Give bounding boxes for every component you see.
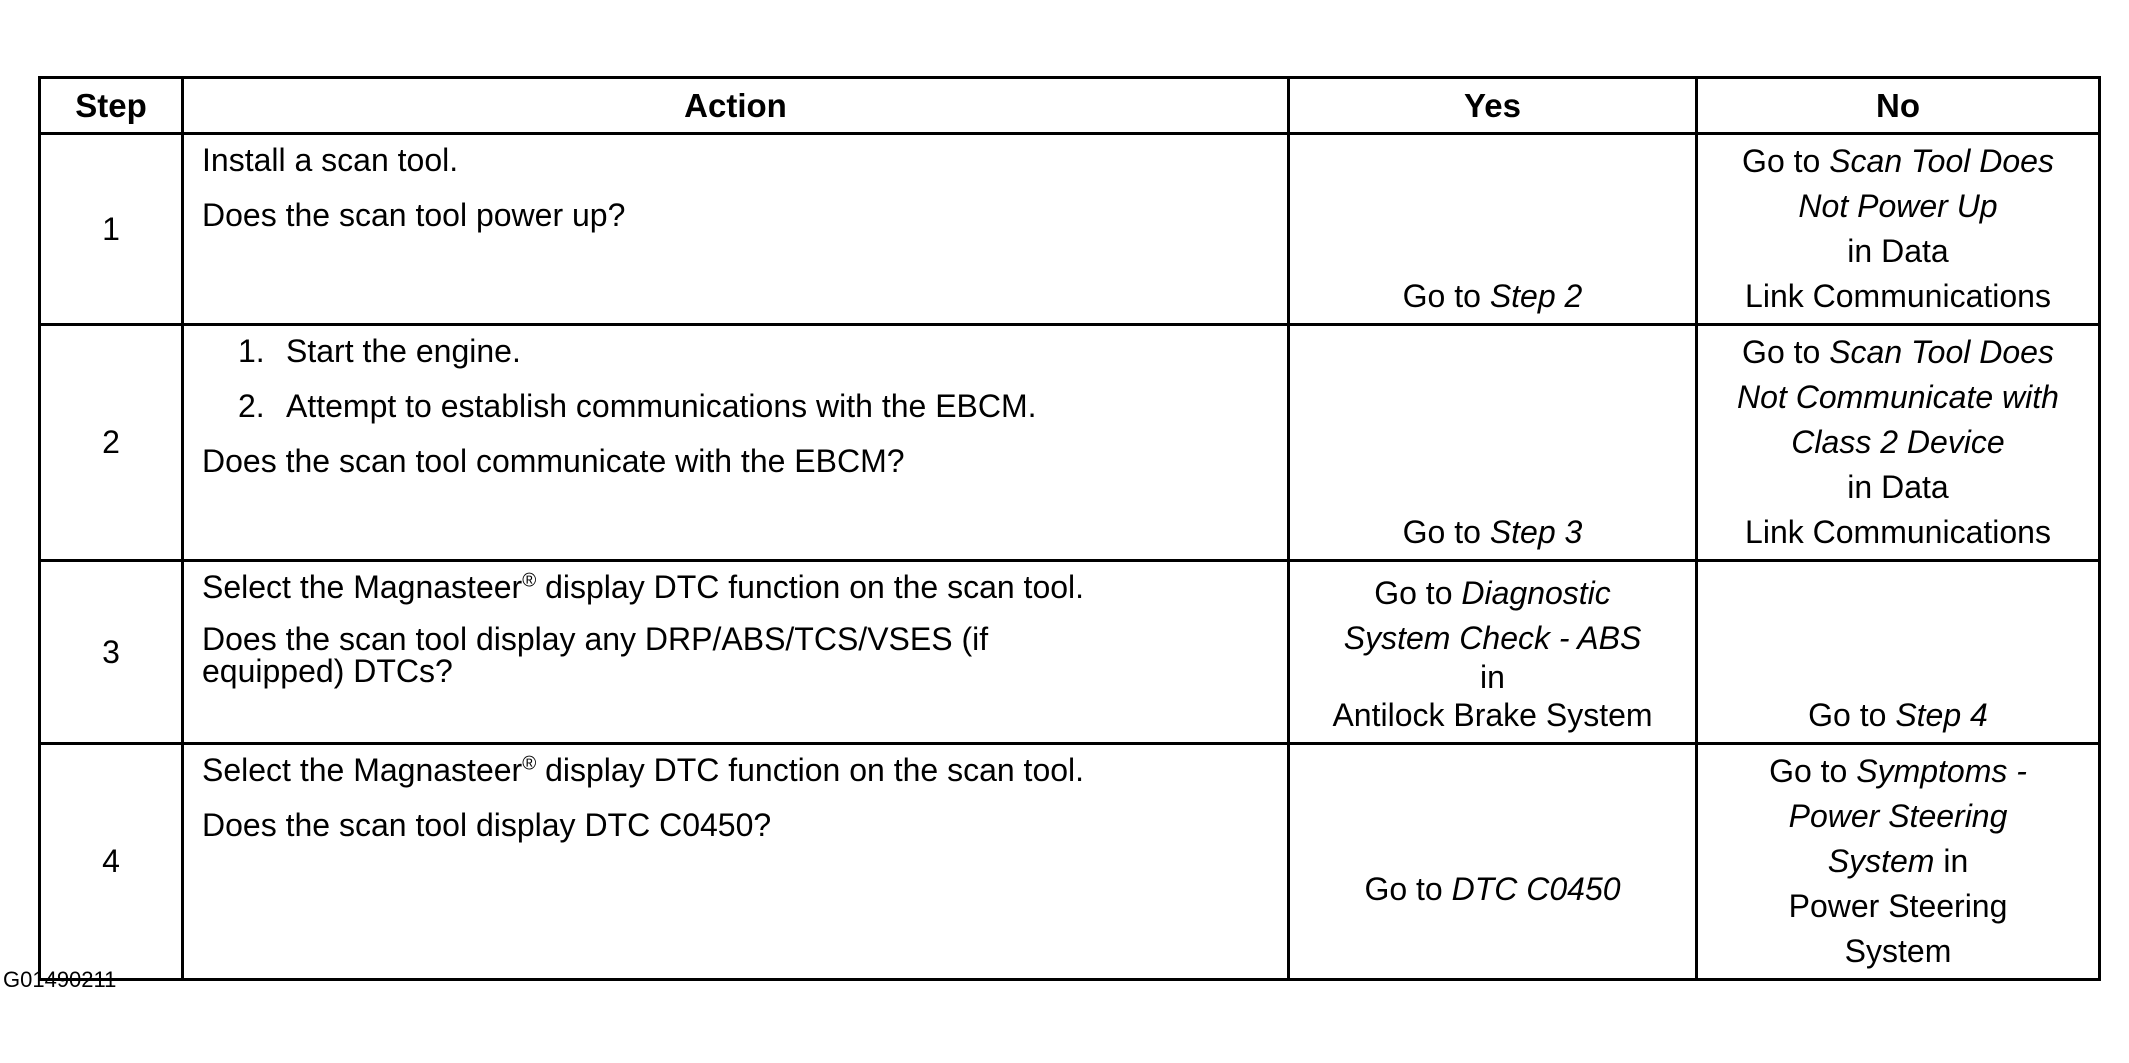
yes-cell xyxy=(1289,325,1697,561)
reference-link[interactable]: Symptoms - xyxy=(1856,753,2027,789)
no-text-line: Link Communications xyxy=(1745,514,2051,550)
no-cell xyxy=(1697,134,2100,325)
yes-text xyxy=(1296,274,1689,319)
reference-link-continued[interactable]: System xyxy=(1827,843,1935,879)
figure-id: G01490211 xyxy=(3,967,117,992)
action-question: Does the scan tool power up? xyxy=(202,197,626,233)
no-text-line xyxy=(1704,749,2092,794)
no-suffix: in xyxy=(1934,843,1969,879)
action-text: Install a scan tool. xyxy=(202,142,459,178)
no-text-line: Power Steering xyxy=(1788,888,2008,924)
action-list-item xyxy=(238,387,1273,426)
no-cell xyxy=(1697,325,2100,561)
header-no: No xyxy=(1697,78,2100,134)
registered-mark: ® xyxy=(522,570,537,592)
no-prefix: Go to xyxy=(1742,143,1830,179)
reference-link-continued[interactable]: Not Power Up xyxy=(1798,188,1998,224)
registered-mark: ® xyxy=(522,753,537,775)
no-prefix: Go to xyxy=(1769,753,1857,789)
no-text-line xyxy=(1704,139,2092,184)
header-yes: Yes xyxy=(1289,78,1697,134)
no-text-line xyxy=(1704,839,2092,884)
no-text-line: in Data xyxy=(1847,233,1949,269)
dtc-link[interactable]: DTC C0450 xyxy=(1451,871,1621,907)
reference-link[interactable]: Diagnostic xyxy=(1461,575,1611,611)
action-cell xyxy=(183,561,1289,744)
action-question-line: equipped) DTCs? xyxy=(202,653,453,689)
yes-prefix: Go to xyxy=(1374,575,1462,611)
action-list-item xyxy=(238,332,1273,371)
yes-text-line: Antilock Brake System xyxy=(1332,697,1653,733)
step-link[interactable]: Step 4 xyxy=(1895,697,1988,733)
action-question-line: Does the scan tool display any DRP/ABS/TCS/VSES (if xyxy=(202,621,989,657)
table-row xyxy=(40,744,2100,980)
table-row xyxy=(40,561,2100,744)
action-cell xyxy=(183,134,1289,325)
step-number: 2 xyxy=(40,325,183,561)
action-text-part: Select the Magnasteer xyxy=(202,752,523,788)
header-step: Step xyxy=(40,78,183,134)
no-text-line: in Data xyxy=(1847,469,1949,505)
no-prefix: Go to xyxy=(1742,334,1830,370)
yes-prefix: Go to xyxy=(1364,871,1452,907)
reference-link-continued[interactable]: System Check - ABS xyxy=(1343,620,1642,656)
yes-text-line xyxy=(1296,571,1689,616)
list-number: 2. xyxy=(238,388,265,424)
no-cell xyxy=(1697,561,2100,744)
action-question: Does the scan tool display DTC C0450? xyxy=(202,807,772,843)
action-question: Does the scan tool communicate with the EBCM? xyxy=(202,443,905,479)
action-text-part: display DTC function on the scan tool. xyxy=(536,569,1085,605)
yes-text-line: in xyxy=(1480,659,1505,695)
step-link[interactable]: Step 2 xyxy=(1489,278,1583,314)
diagnostic-table xyxy=(38,76,2101,981)
reference-link[interactable]: Scan Tool Does xyxy=(1829,143,2054,179)
action-text xyxy=(202,568,1273,607)
no-text-line: System xyxy=(1844,933,1952,969)
reference-link[interactable]: Scan Tool Does xyxy=(1829,334,2054,370)
reference-link-continued[interactable]: Not Communicate with xyxy=(1737,379,2059,415)
action-cell xyxy=(183,325,1289,561)
table-row xyxy=(40,325,2100,561)
no-text xyxy=(1704,693,2092,738)
yes-text xyxy=(1296,510,1689,555)
yes-cell xyxy=(1289,744,1697,980)
step-number: 1 xyxy=(40,134,183,325)
action-text xyxy=(202,751,1273,790)
no-text-line xyxy=(1704,330,2092,375)
header-action: Action xyxy=(183,78,1289,134)
yes-prefix: Go to xyxy=(1402,514,1490,550)
step-number: 4 xyxy=(40,744,183,980)
list-text: Attempt to establish communications with the EBCM. xyxy=(286,388,1037,424)
table-row xyxy=(40,134,2100,325)
action-cell xyxy=(183,744,1289,980)
reference-link-continued[interactable]: Power Steering xyxy=(1788,798,2008,834)
yes-cell xyxy=(1289,134,1697,325)
no-prefix: Go to xyxy=(1808,697,1896,733)
table-header-row xyxy=(40,78,2100,134)
action-text-part: Select the Magnasteer xyxy=(202,569,523,605)
step-number: 3 xyxy=(40,561,183,744)
list-text: Start the engine. xyxy=(286,333,521,369)
step-link[interactable]: Step 3 xyxy=(1489,514,1583,550)
reference-link-continued[interactable]: Class 2 Device xyxy=(1791,424,2005,460)
yes-cell xyxy=(1289,561,1697,744)
action-question xyxy=(202,623,1273,687)
no-cell xyxy=(1697,744,2100,980)
no-text-line: Link Communications xyxy=(1745,278,2051,314)
yes-prefix: Go to xyxy=(1402,278,1490,314)
action-text-part: display DTC function on the scan tool. xyxy=(536,752,1085,788)
list-number: 1. xyxy=(238,333,265,369)
yes-text xyxy=(1296,867,1689,912)
